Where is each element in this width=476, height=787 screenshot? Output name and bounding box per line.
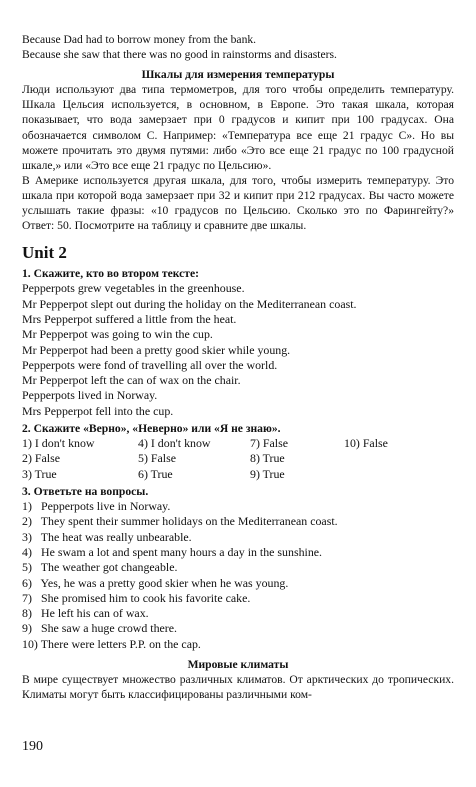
list-item: Mr Pepperpot slept out during the holiday on the Mediterranean coast. — [22, 296, 357, 311]
item-text: She promised him to cook his favorite cake. — [40, 590, 251, 605]
answer-cell — [344, 467, 434, 482]
item-number: 5) — [22, 560, 32, 575]
page-content — [22, 32, 454, 702]
answer-cell: 9) True — [250, 466, 285, 481]
section-heading-climates: Мировые климаты — [187, 658, 289, 672]
list-item — [22, 530, 454, 545]
item-text: The weather got changeable. — [40, 560, 178, 575]
list-item: Mrs Pepperpot fell into the cup. — [22, 403, 174, 418]
exercise-1-title: 1. Скажите, кто во втором тексте: — [22, 267, 199, 281]
unit-title: Unit 2 — [22, 243, 67, 263]
list-item — [22, 591, 454, 606]
item-text: They spent their summer holidays on the Mediterranean coast. — [40, 514, 338, 529]
answers-grid — [22, 436, 454, 482]
paragraph: В мире существует множество различных климатов. От арктических до тропических. Климаты могут быть классифицированы различными ком- — [22, 673, 454, 702]
item-number: 1) — [22, 499, 32, 514]
exercise-3-list — [22, 499, 454, 652]
temperature-text — [22, 82, 454, 233]
exercise-1-list — [22, 281, 454, 419]
list-item — [22, 576, 454, 591]
answer-cell: 2) False — [22, 451, 60, 466]
list-item: Mr Pepperpot was going to win the cup. — [22, 327, 213, 342]
item-text: She saw a huge crowd there. — [40, 621, 178, 636]
list-item: Pepperpots grew vegetables in the greenhouse. — [22, 281, 245, 296]
text-line: Because she saw that there was no good in rainstorms and disasters. — [22, 48, 337, 62]
item-text: There were letters P.P. on the cap. — [40, 636, 201, 651]
item-text: He left his can of wax. — [40, 606, 149, 621]
answer-cell: 8) True — [250, 451, 285, 466]
answer-cell: 10) False — [344, 436, 388, 451]
section-heading-temperature: Шкалы для измерения температуры — [141, 68, 335, 82]
list-item — [22, 606, 454, 621]
answer-cell — [344, 451, 434, 466]
text-line: Because Dad had to borrow money from the bank. — [22, 33, 257, 46]
exercise-2-title: 2. Скажите «Верно», «Неверно» или «Я не знаю». — [22, 421, 281, 435]
item-number: 4) — [22, 544, 32, 559]
list-item: Mr Pepperpot had been a pretty good skier while young. — [22, 342, 291, 357]
answer-cell: 6) True — [138, 466, 173, 481]
item-number: 3) — [22, 529, 32, 544]
climates-text — [22, 672, 454, 702]
answer-cell: 4) I don't know — [138, 436, 211, 451]
answer-cell: 7) False — [250, 436, 288, 451]
item-text: Yes, he was a pretty good skier when he was young. — [40, 575, 289, 590]
item-text: The heat was really unbearable. — [40, 529, 192, 544]
exercise-3-title: 3. Ответьте на вопросы. — [22, 484, 149, 498]
list-item: Pepperpots lived in Norway. — [22, 388, 158, 403]
answer-cell: 1) I don't know — [22, 436, 95, 451]
paragraph: В Америке используется другая шкала, для того, чтобы измерить температуру. Это шкала при которой вода замерзает при 32 и кипит при 212 градусах. Вы часто можете услышать такие фразы: «10 градусов по Цельсию. Сколько это по Фарингейту?» Ответ: 50. Посмотрите на таблицу и сравните две шкалы. — [22, 173, 454, 233]
list-item: Pepperpots were fond of travelling all over the world. — [22, 357, 278, 372]
item-number: 7) — [22, 590, 32, 605]
list-item: Mrs Pepperpot suffered a little from the heat. — [22, 311, 237, 326]
list-item: Mr Pepperpot left the can of wax on the chair. — [22, 373, 241, 388]
item-number: 2) — [22, 514, 32, 529]
item-number: 9) — [22, 621, 32, 636]
list-item — [22, 637, 454, 652]
page-number: 190 — [22, 739, 43, 754]
list-item — [22, 621, 454, 636]
item-text: Pepperpots live in Norway. — [40, 499, 171, 514]
item-number: 6) — [22, 575, 32, 590]
item-text: He swam a lot and spent many hours a day in the sunshine. — [40, 544, 323, 559]
list-item — [22, 545, 454, 560]
list-item — [22, 560, 454, 575]
list-item — [22, 499, 454, 514]
list-item — [22, 514, 454, 529]
answer-cell: 5) False — [138, 451, 176, 466]
answer-cell: 3) True — [22, 466, 57, 481]
item-number: 8) — [22, 606, 32, 621]
item-number: 10) — [22, 636, 38, 651]
paragraph: Люди используют два типа термометров, для того чтобы определить температуру. Шкала Цельсия используется, в основном, в Европе. Это такая шкала, которая показывает, что вода замерзает при 0 градусов и кипит при 100 градусах. Она обозначается символом С. Например: «Температура все еще 21 градус С». Но вы можете прочитать это двумя путями: либо «Это все еще 21 градус по 100 градусной шкале,» или «Это все еще 21 градус по Цельсию». — [22, 83, 454, 172]
